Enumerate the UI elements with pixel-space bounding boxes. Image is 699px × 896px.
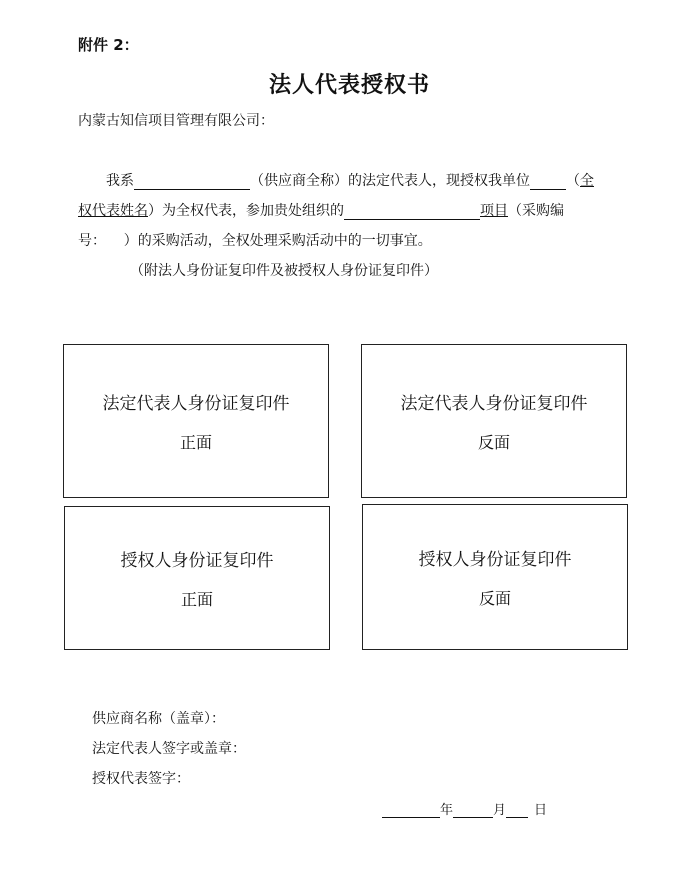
year-blank[interactable] (382, 805, 440, 818)
legal-rep-id-back-box (361, 344, 627, 498)
box-caption: 授权人身份证复印件 (120, 551, 274, 571)
supplier-seal-line: 供应商名称（盖章）： (92, 711, 225, 727)
addressee: 内蒙古知信项目管理有限公司： (78, 113, 274, 129)
day-blank[interactable] (506, 805, 528, 818)
month-label: 月 (493, 803, 507, 818)
project-name-blank[interactable] (344, 205, 480, 220)
box-side-label: 正面 (179, 433, 212, 452)
paragraph-line-1 (106, 170, 594, 190)
paragraph-line-3: 号： ）的采购活动，全权处理采购活动中的一切事宜。 (78, 233, 432, 249)
year-label: 年 (440, 803, 454, 818)
text-segment: 我系 (106, 173, 134, 189)
box-side-label: 反面 (477, 433, 510, 452)
text-segment: （ (566, 173, 580, 189)
text-segment: ）为全权代表，参加贵处组织的 (148, 203, 344, 219)
unit-blank[interactable] (530, 175, 566, 190)
text-segment-underlined: 全 (580, 173, 594, 189)
paragraph-line-2 (78, 200, 564, 220)
month-blank[interactable] (453, 805, 493, 818)
box-caption: 法定代表人身份证复印件 (400, 394, 588, 414)
text-segment: （供应商全称）的法定代表人，现授权我单位 (250, 173, 530, 189)
authorized-rep-signature-line: 授权代表签字： (92, 771, 190, 787)
authorized-id-back-box (362, 504, 628, 650)
attachment-label: 附件 2： (78, 36, 139, 54)
supplier-name-blank[interactable] (134, 175, 250, 190)
legal-rep-signature-line: 法定代表人签字或盖章： (92, 741, 246, 757)
authorized-id-front-box (64, 506, 330, 650)
box-caption: 授权人身份证复印件 (418, 550, 572, 570)
legal-rep-id-front-box (63, 344, 329, 498)
box-side-label: 反面 (478, 589, 511, 608)
day-label: 日 (534, 803, 548, 818)
document-title: 法人代表授权书 (268, 73, 430, 98)
text-segment-underlined: 项目 (480, 203, 508, 219)
date-line (382, 799, 547, 818)
box-caption: 法定代表人身份证复印件 (102, 394, 290, 414)
attachment-note: （附法人身份证复印件及被授权人身份证复印件） (130, 263, 438, 279)
text-segment-underlined: 权代表姓名 (78, 203, 148, 219)
box-side-label: 正面 (180, 590, 213, 609)
text-segment: （采购编 (508, 203, 564, 219)
